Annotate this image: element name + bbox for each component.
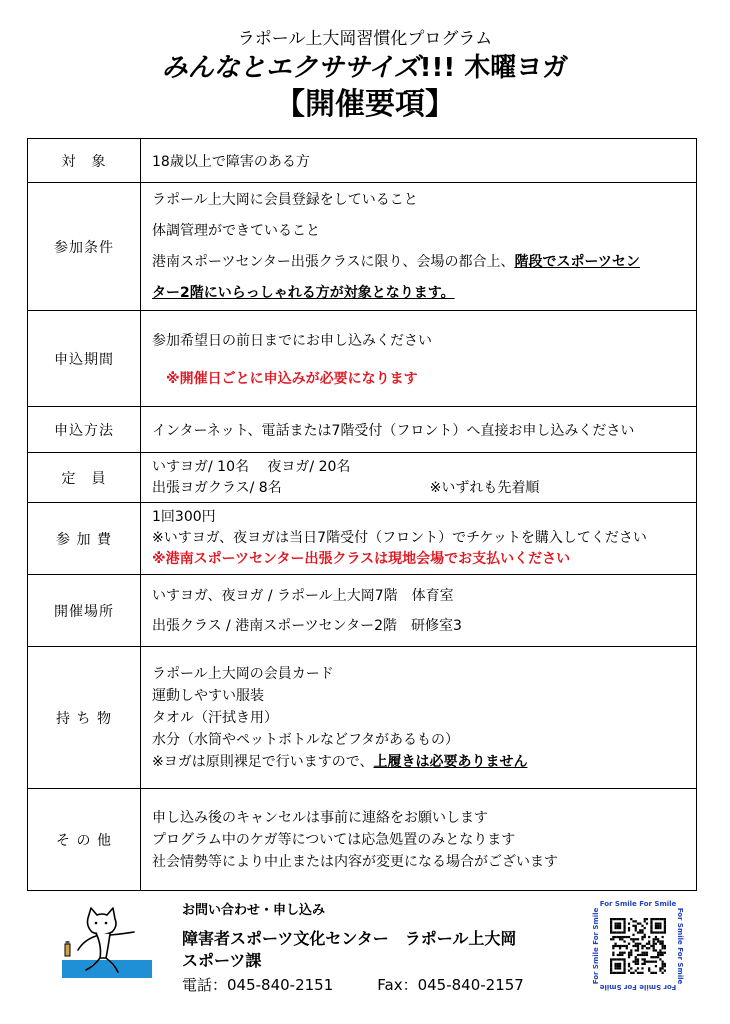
contact-numbers: [182, 974, 582, 996]
program-title-main: みんなとエクササイズ: [161, 53, 420, 83]
target-text: 18歳以上で障害のある方: [152, 153, 310, 170]
row-content-other: [141, 789, 697, 891]
items-line-3: タオル（汗拭き用）: [152, 709, 278, 726]
other-line-2: プログラム中のケガ等については応急処置のみとなります: [152, 831, 516, 848]
qr-ring-right: For Smile For Smile: [676, 907, 684, 985]
conditions-line-4: ター2階にいらっしゃれる方が対象となります。: [152, 284, 455, 301]
row-label-other: そ の 他: [28, 789, 141, 891]
row-label-fee: 参 加 費: [28, 503, 141, 575]
table-row-target: [28, 139, 697, 183]
items-line-1: ラポール上大岡の会員カード: [152, 665, 334, 682]
capacity-line-1: いすヨガ/ 10名 夜ヨガ/ 20名: [152, 458, 351, 475]
items-line-5-plain: ※ヨガは原則裸足で行いますので、: [152, 753, 374, 770]
department-name: スポーツ課: [182, 951, 262, 970]
row-label-period: 申込期間: [28, 311, 141, 407]
qr-ring-top: For Smile For Smile: [599, 900, 677, 908]
table-row-capacity: [28, 453, 697, 503]
method-line-1: インターネット、電話または7階受付（フロント）へ直接お申し込みください: [152, 422, 635, 439]
conditions-line-1: ラポール上大岡に会員登録をしていること: [152, 191, 418, 208]
capacity-line-2: [152, 478, 690, 499]
venue-line-1: いすヨガ、夜ヨガ / ラポール上大岡7階 体育室: [152, 587, 454, 604]
capacity-note: ※いずれも先着順: [429, 479, 540, 496]
conditions-line-3-plain: 港南スポーツセンター出張クラスに限り、会場の都合上、: [152, 253, 515, 270]
table-row-conditions: [28, 183, 697, 311]
table-row-fee: [28, 503, 697, 575]
row-content-method: [141, 407, 697, 453]
qr-modules: [610, 918, 666, 974]
guidelines-table: [27, 138, 697, 891]
page-title: 【開催要項】: [275, 87, 455, 122]
conditions-line-3: [152, 247, 690, 278]
period-note: ※開催日ごとに申込みが必要になります: [166, 370, 418, 387]
row-label-method: 申込方法: [28, 407, 141, 453]
table-row-items: [28, 647, 697, 789]
items-line-4: 水分（水筒やペットボトルなどフタがあるもの）: [152, 731, 460, 748]
row-label-items: 持 ち 物: [28, 647, 141, 789]
period-line-1: 参加希望日の前日までにお申し込みください: [152, 332, 432, 349]
items-line-2: 運動しやすい服装: [152, 687, 264, 704]
row-content-target: [141, 139, 697, 183]
contact-heading: お問い合わせ・申し込み: [182, 903, 326, 918]
fee-line-1: 1回300円: [152, 509, 216, 525]
table-row-venue: [28, 575, 697, 647]
row-label-venue: 開催場所: [28, 575, 141, 647]
phone-number: 電話：045-840-2151: [182, 976, 334, 994]
cat-mascot-illustration: [58, 904, 158, 984]
fax-number: Fax：045-840-2157: [377, 976, 524, 994]
program-title: [0, 52, 730, 84]
qr-code[interactable]: [590, 898, 686, 994]
exercise-mat: [62, 960, 152, 978]
fee-line-3: ※港南スポーツセンター出張クラスは現地会場でお支払いください: [152, 551, 571, 567]
other-line-1: 申し込み後のキャンセルは事前に連絡をお願いします: [152, 809, 488, 826]
venue-line-2: 出張クラス / 港南スポーツセンター2階 研修室3: [152, 617, 462, 634]
row-content-capacity: [141, 453, 697, 503]
row-label-target: 対 象: [28, 139, 141, 183]
table-row-method: [28, 407, 697, 453]
capacity-line-2-text: 出張ヨガクラス/ 8名: [152, 479, 282, 496]
row-content-fee: [141, 503, 697, 575]
program-subtitle: ラポール上大岡習慣化プログラム: [237, 29, 493, 49]
organization-name: 障害者スポーツ文化センター ラポール上大岡: [182, 929, 517, 948]
row-content-period: [141, 311, 697, 407]
row-label-capacity: 定 員: [28, 453, 141, 503]
row-label-conditions: 参加条件: [28, 183, 141, 311]
items-line-5-emphasis: 上履きは必要ありません: [373, 753, 528, 770]
row-content-venue: [141, 575, 697, 647]
qr-ring-bottom: For Smile For Smile: [599, 983, 677, 991]
other-line-3: 社会情勢等により中止または内容が変更になる場合がございます: [152, 853, 558, 870]
table-row-other: [28, 789, 697, 891]
contact-block: [182, 902, 582, 996]
items-line-5: [152, 751, 690, 773]
row-content-items: [141, 647, 697, 789]
fee-line-2: ※いすヨガ、夜ヨガは当日7階受付（フロント）でチケットを購入してください: [152, 530, 647, 546]
program-title-suffix: !!! 木曜ヨガ: [419, 53, 569, 83]
qr-ring-left: For Smile For Smile: [592, 907, 600, 985]
conditions-line-2: 体調管理ができていること: [152, 222, 320, 239]
row-content-conditions: [141, 183, 697, 311]
conditions-line-3-emphasis: 階段でスポーツセン: [514, 253, 640, 270]
table-row-period: [28, 311, 697, 407]
